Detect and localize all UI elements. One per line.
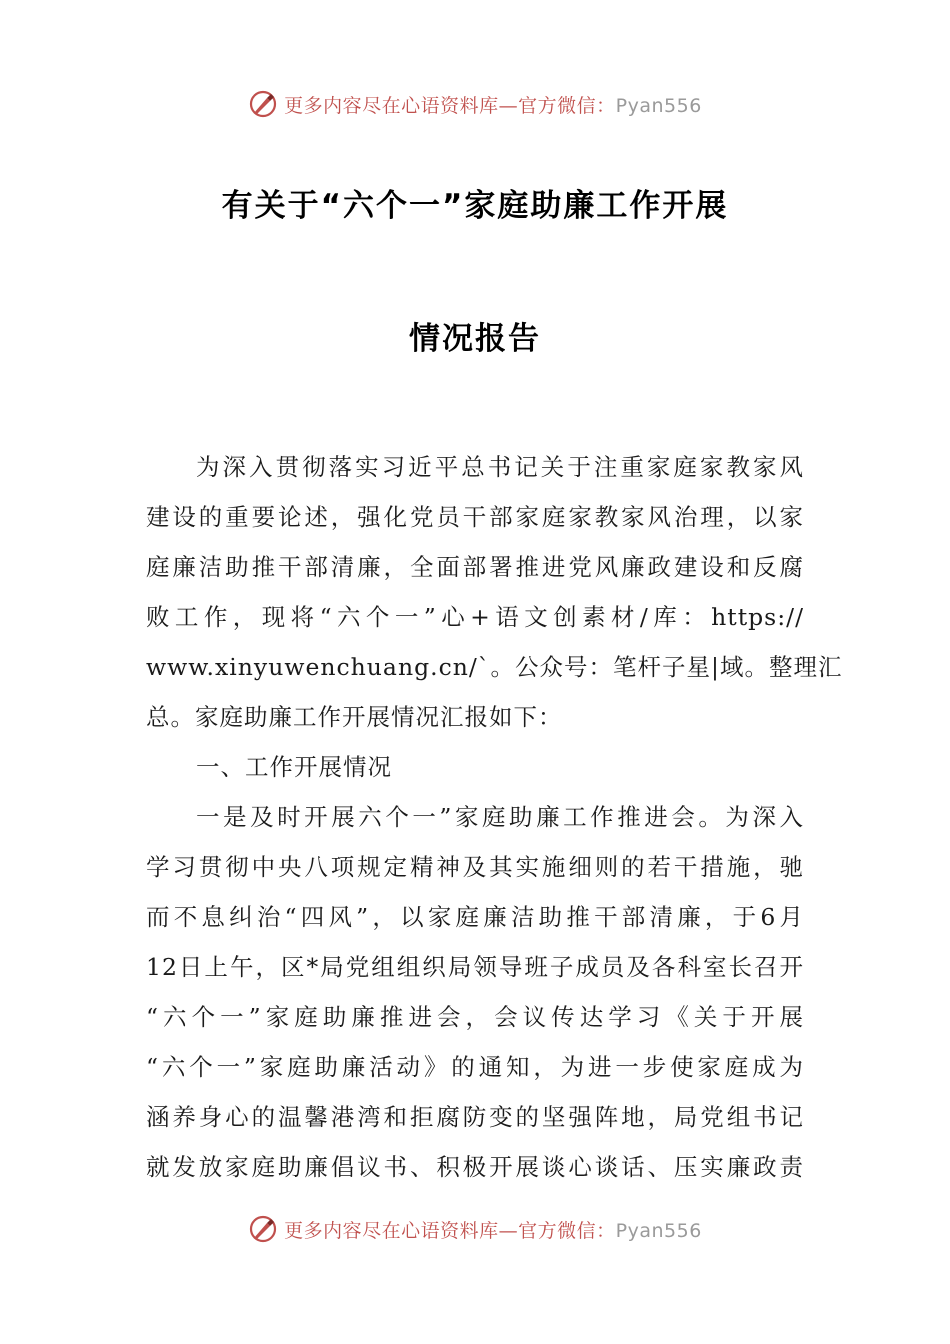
body-line: 建设的重要论述，强化党员干部家庭家教家风治理，以家: [146, 503, 804, 531]
document-title-line-2: 情况报告: [409, 321, 541, 357]
watermark-id: Pyan556: [615, 94, 702, 117]
body-line: 庭廉洁助推干部清廉，全面部署推进党风廉政建设和反腐: [146, 553, 804, 581]
body-line: “六个一”家庭助廉活动》的通知，为进一步使家庭成为: [146, 1053, 804, 1081]
watermark-text: [284, 91, 702, 118]
footer-watermark: [0, 1209, 950, 1249]
body-line: 而不息纠治“四风”，以家庭廉洁助推干部清廉，于6月: [146, 903, 804, 931]
watermark-text: [284, 1216, 702, 1243]
body-line: 就发放家庭助廉倡议书、积极开展谈心谈话、压实廉政责: [146, 1153, 804, 1181]
body-line: www.xinyuwenchuang.cn/`。公众号：笔杆子星|域。整理汇: [146, 653, 843, 681]
document-body: [146, 442, 843, 1192]
header-watermark: [0, 84, 950, 124]
body-line: 一是及时开展六个一”家庭助廉工作推进会。为深入: [196, 803, 804, 831]
pen-nib-circle-icon: [248, 1214, 278, 1244]
body-line: 涵养身心的温馨港湾和拒腐防变的坚强阵地，局党组书记: [146, 1103, 804, 1131]
body-line: 12日上午，区*局党组组织局领导班子成员及各科室长召开: [146, 953, 804, 981]
body-line: “六个一”家庭助廉推进会，会议传达学习《关于开展: [146, 1003, 804, 1031]
watermark-red-text: 更多内容尽在心语资料库—官方微信：: [284, 1219, 616, 1242]
body-line: 为深入贯彻落实习近平总书记关于注重家庭家教家风: [196, 453, 804, 481]
watermark-id: Pyan556: [615, 1219, 702, 1242]
body-line: 学习贯彻中央八项规定精神及其实施细则的若干措施，驰: [146, 853, 804, 881]
body-line: 总。家庭助廉工作开展情况汇报如下：: [146, 703, 563, 731]
watermark-red-text: 更多内容尽在心语资料库—官方微信：: [284, 94, 616, 117]
pen-nib-circle-icon: [248, 89, 278, 119]
document-title-line-1: 有关于“六个一”家庭助廉工作开展: [221, 188, 729, 224]
body-line: 败工作，现将“六个一”心+语文创素材/库：https://: [146, 603, 804, 631]
section-heading: 一、工作开展情况: [196, 753, 392, 781]
